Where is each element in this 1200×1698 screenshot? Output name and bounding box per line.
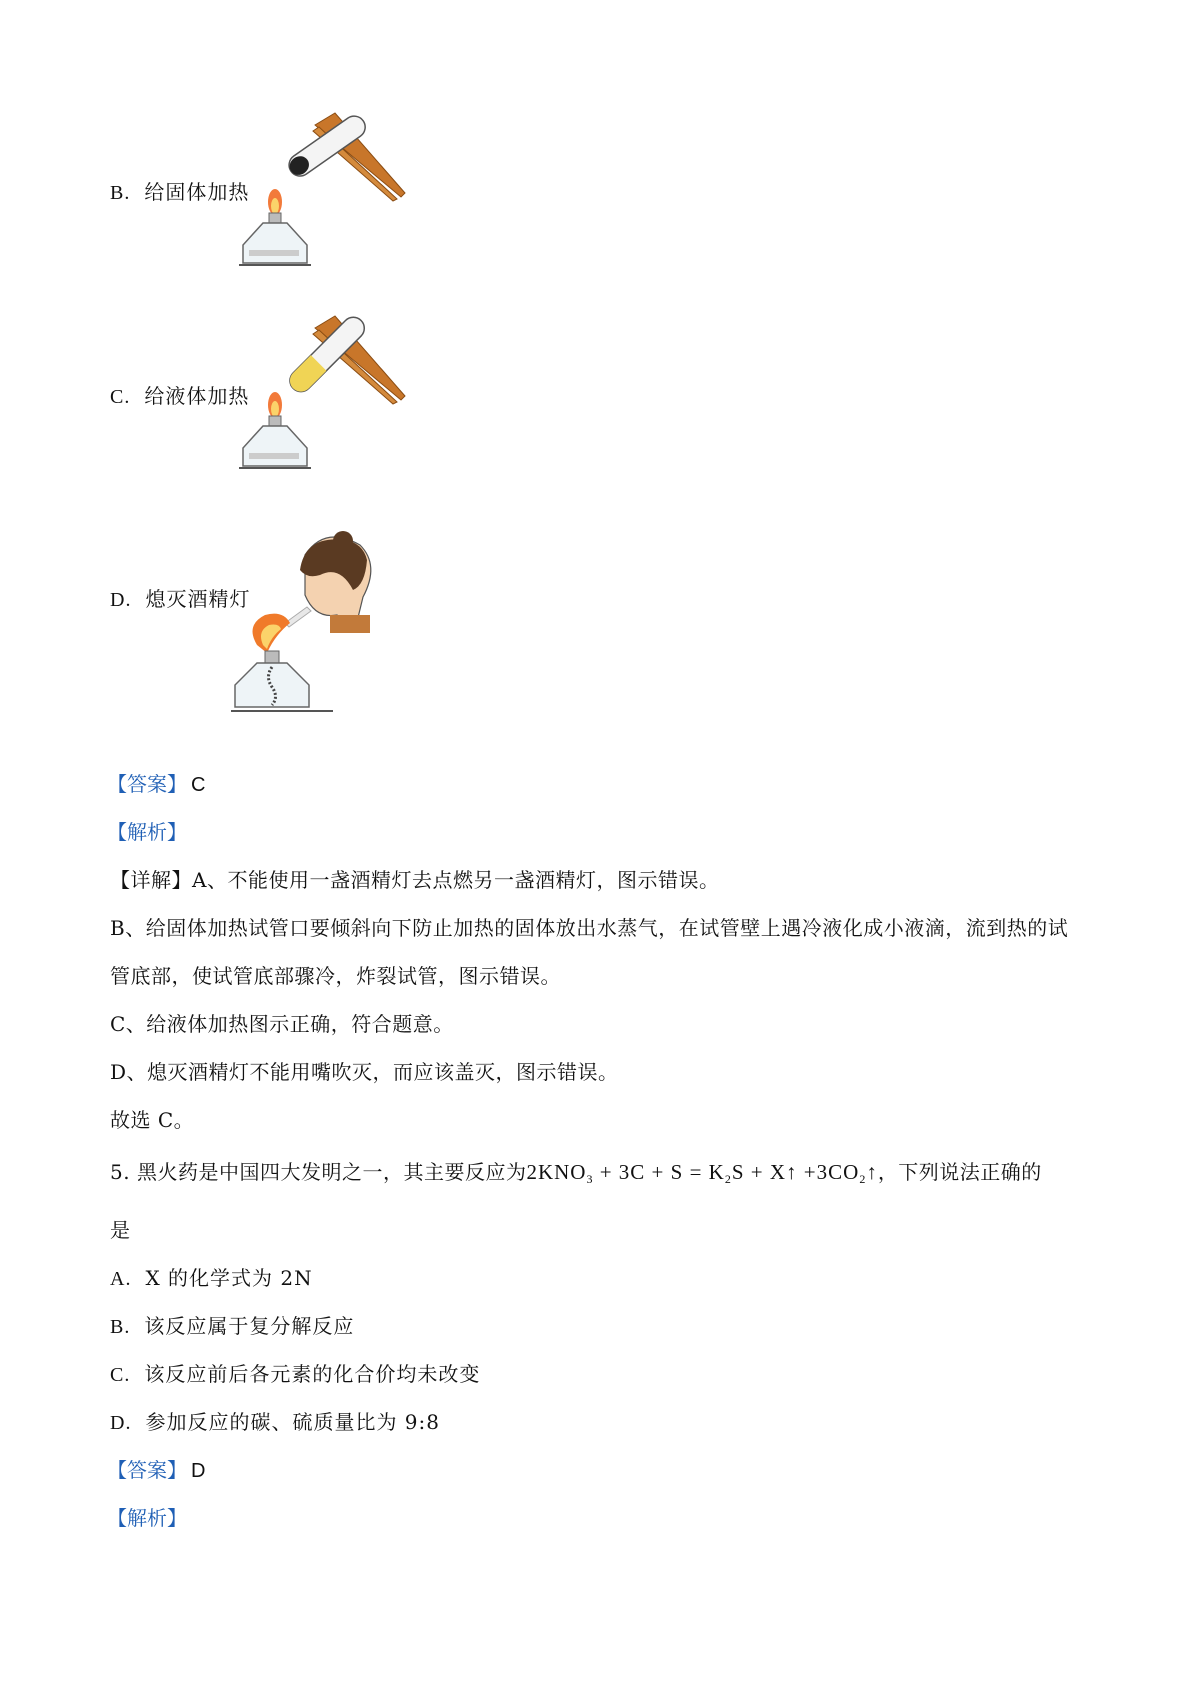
option-text: X 的化学式为 2N	[145, 1266, 313, 1290]
explanation-line: 管底部，使试管底部骤冷，炸裂试管，图示错误。	[110, 964, 561, 988]
answer-value: D	[191, 1460, 206, 1482]
option-a	[110, 1262, 313, 1291]
option-b	[110, 176, 249, 205]
option-letter: D.	[110, 1412, 132, 1434]
option-text: 该反应前后各元素的化合价均未改变	[144, 1362, 481, 1386]
option-letter: C.	[110, 386, 131, 408]
test-tube-solid-heating-icon	[255, 105, 415, 275]
option-letter: B.	[110, 1316, 131, 1338]
explanation-line: D、熄灭酒精灯不能用嘴吹灭，而应该盖灭，图示错误。	[110, 1060, 619, 1084]
option-d	[110, 1406, 440, 1435]
question-5-stem-line2: 是	[110, 1218, 131, 1242]
analysis-label: 【解析】	[107, 1506, 187, 1530]
explanation-line: B、给固体加热试管口要倾斜向下防止加热的固体放出水蒸气，在试管壁上遇冷液化成小液滴，流到热的试	[110, 916, 1069, 940]
option-text: 给固体加热	[144, 180, 250, 204]
option-letter: A.	[110, 1268, 132, 1290]
option-text: 参加反应的碳、硫质量比为 9:8	[145, 1410, 440, 1434]
option-letter: B.	[110, 182, 131, 204]
answer-prev	[107, 768, 205, 797]
option-c	[110, 1358, 480, 1387]
blowing-out-lamp-icon	[245, 535, 385, 750]
test-tube-liquid-heating-icon	[255, 308, 415, 478]
analysis-label: 【解析】	[107, 820, 187, 844]
option-b	[110, 1310, 354, 1339]
option-d	[110, 583, 250, 612]
answer-5	[107, 1454, 205, 1483]
option-text: 该反应属于复分解反应	[144, 1314, 355, 1338]
answer-label: 【答案】	[107, 1458, 187, 1482]
option-c	[110, 380, 249, 409]
option-text: 给液体加热	[144, 384, 250, 408]
question-5-stem	[110, 1156, 1042, 1187]
option-letter: D.	[110, 589, 132, 611]
option-text: 熄灭酒精灯	[145, 587, 251, 611]
explanation-line: 【详解】A、不能使用一盏酒精灯去点燃另一盏酒精灯，图示错误。	[110, 868, 720, 892]
explanation-line: C、给液体加热图示正确，符合题意。	[110, 1012, 454, 1036]
answer-label: 【答案】	[107, 772, 187, 796]
explanation-line: 故选 C。	[110, 1108, 195, 1132]
question-suffix: ，下列说法正确的	[877, 1160, 1042, 1184]
reaction-equation: $2KNO_3 + 3C + S = K_2S$ + X↑ $+3CO_2↑$	[526, 1160, 878, 1186]
question-prefix: 5. 黑火药是中国四大发明之一，其主要反应为	[110, 1160, 527, 1184]
answer-value: C	[191, 774, 206, 796]
option-letter: C.	[110, 1364, 131, 1386]
